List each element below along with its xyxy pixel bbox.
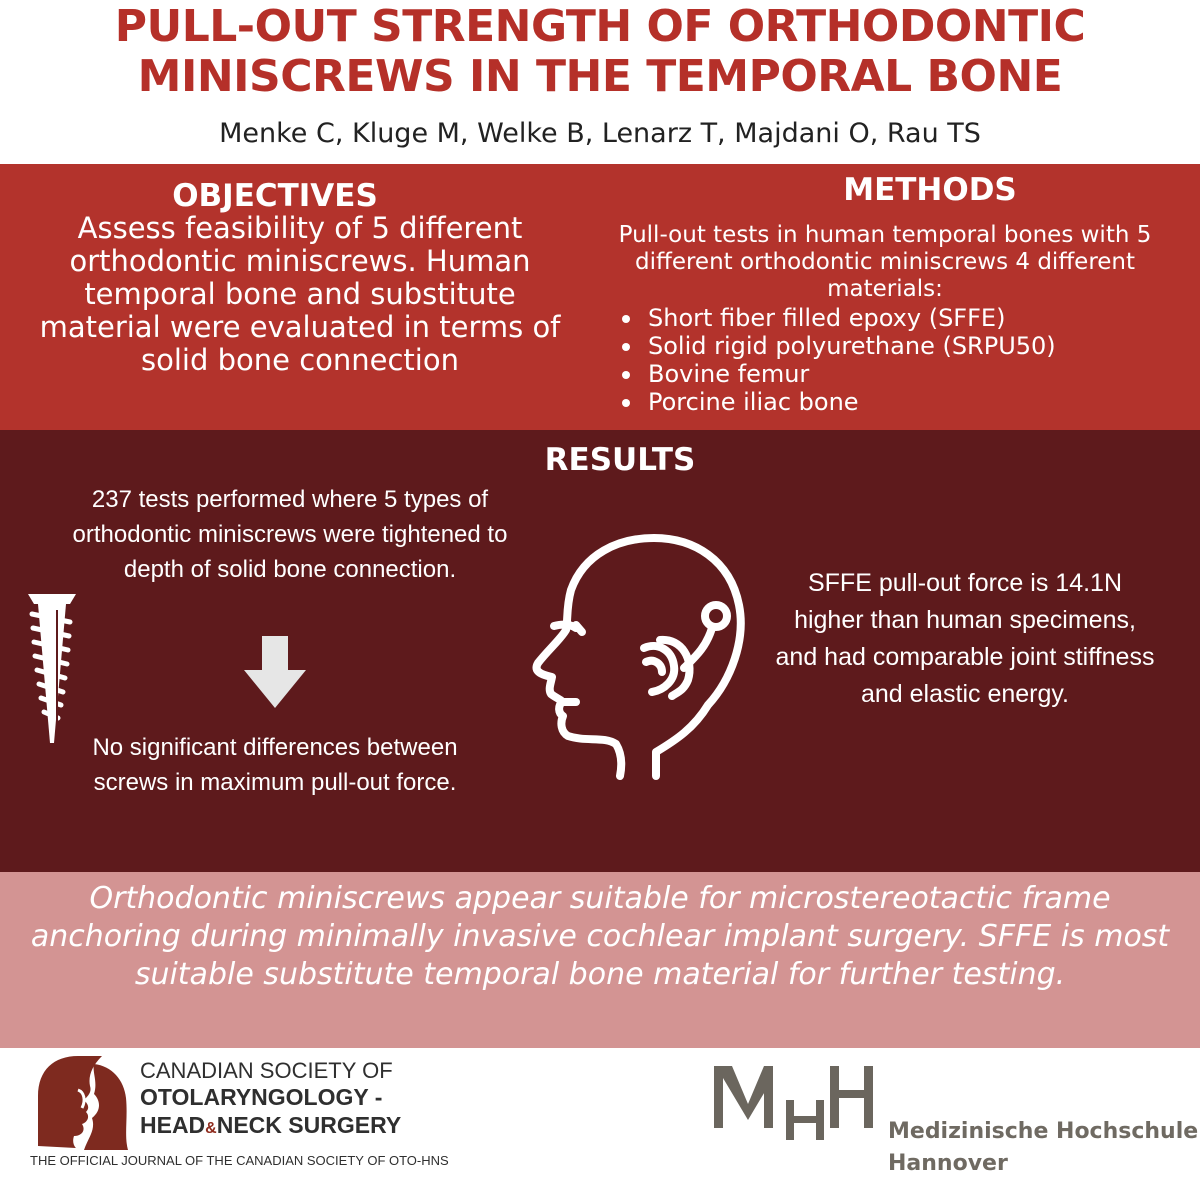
methods-list — [620, 304, 1180, 416]
cso-head-word: HEAD — [140, 1112, 206, 1138]
mhh-name-line-1: Medizinische Hochschule — [888, 1119, 1199, 1144]
cso-ampersand: & — [205, 1120, 217, 1137]
head-implant-icon — [526, 530, 756, 780]
objectives-text: Assess feasibility of 5 different orthodontic miniscrews. Human temporal bone and substitute material were evaluated in terms of solid bone connection — [39, 211, 561, 377]
cso-journal-subtitle: THE OFFICIAL JOURNAL OF THE CANADIAN SOCIETY OF OTO-HNS — [30, 1153, 449, 1168]
results-heading: RESULTS — [544, 442, 696, 478]
title-line-2: MINISCREWS IN THE TEMPORAL BONE — [137, 51, 1063, 102]
screw-icon — [24, 588, 80, 748]
page-title — [0, 2, 1200, 102]
mhh-logo — [712, 1060, 878, 1144]
list-item: Porcine iliac bone — [620, 388, 1180, 416]
cso-profile-logo — [32, 1056, 132, 1152]
objectives-heading: OBJECTIVES — [172, 178, 378, 214]
cso-neck-surgery-words: NECK SURGERY — [216, 1112, 402, 1138]
cso-name-line-3 — [140, 1112, 401, 1142]
list-item: Short fiber filled epoxy (SFFE) — [620, 304, 1180, 332]
cso-name-line-1: CANADIAN SOCIETY OF — [140, 1058, 393, 1083]
results-no-difference-text: No significant differences between screws in maximum pull-out force. — [92, 734, 458, 796]
list-item: Bovine femur — [620, 360, 1180, 388]
results-tests-text: 237 tests performed where 5 types of orthodontic miniscrews were tightened to depth of solid bone connection. — [72, 486, 508, 583]
title-line-1: PULL-OUT STRENGTH OF ORTHODONTIC — [114, 1, 1086, 52]
methods-heading: METHODS — [843, 172, 1017, 208]
results-sffe-text: SFFE pull-out force is 14.1N higher than human specimens, and had comparable joint stiffness and elastic energy. — [775, 569, 1155, 708]
mhh-name-line-2: Hannover — [888, 1151, 1008, 1176]
cso-name-line-2: OTOLARYNGOLOGY - — [140, 1084, 383, 1110]
methods-intro: Pull-out tests in human temporal bones with 5 different orthodontic miniscrews 4 different materials: — [618, 222, 1152, 302]
authors: Menke C, Kluge M, Welke B, Lenarz T, Majdani O, Rau TS — [219, 118, 981, 149]
list-item: Solid rigid polyurethane (SRPU50) — [620, 332, 1180, 360]
conclusion-text: Orthodontic miniscrews appear suitable for microstereotactic frame anchoring during minimally invasive cochlear implant surgery. SFFE is most suitable substitute temporal bone material for further testing. — [30, 881, 1170, 992]
down-arrow-icon — [244, 636, 306, 708]
